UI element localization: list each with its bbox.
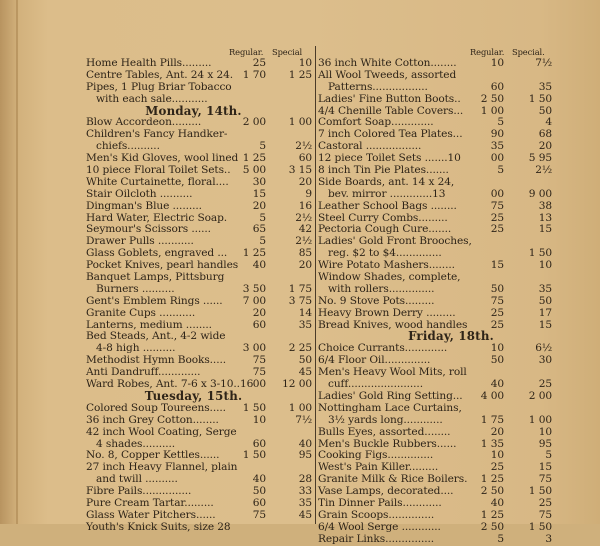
special-price: 13	[538, 211, 552, 224]
price-list-item	[86, 415, 313, 427]
special-price: 85	[298, 247, 312, 260]
price-list-item	[86, 308, 313, 320]
item-description: Vase Lamps, decorated....	[318, 485, 454, 498]
special-price: 3 15	[288, 164, 312, 177]
item-description: White Curtainette, floral....	[86, 175, 229, 188]
regular-price: 50	[252, 485, 266, 498]
regular-price: 1 25	[242, 247, 266, 260]
special-price: 14	[298, 306, 312, 319]
item-description: Grain Scoops..............	[318, 508, 435, 521]
item-description: 6/4 Floor Oil..............	[318, 354, 431, 367]
regular-price: 40	[252, 259, 266, 272]
item-description: No. 9 Stove Pots.........	[318, 294, 435, 307]
item-description: Granite Cups ...........	[86, 306, 196, 319]
item-description: Window Shades, complete,	[318, 271, 461, 284]
item-description: Bed Steads, Ant., 4-2 wide	[86, 330, 226, 343]
item-description: No. 8, Copper Kettles......	[86, 449, 220, 462]
regular-price: 00	[490, 187, 504, 200]
item-description: Methodist Hymn Books.....	[86, 354, 226, 367]
special-price: 68	[538, 128, 552, 141]
regular-price: 90	[490, 128, 504, 141]
item-description: Dingman's Blue .........	[86, 199, 202, 212]
price-list-item	[86, 427, 313, 439]
special-price: 35	[538, 80, 552, 93]
price-list-item	[318, 308, 554, 320]
special-price: 20	[298, 259, 312, 272]
item-description: Colored Soup Toureens.....	[86, 401, 226, 414]
special-price: 60	[298, 152, 312, 165]
item-description: 6/4 Wool Serge ............	[318, 520, 441, 533]
regular-price: 25	[252, 57, 266, 69]
price-list-item	[86, 82, 313, 94]
regular-price: 25	[490, 211, 504, 224]
regular-price: 2 50	[480, 92, 504, 105]
regular-price: 1 25	[480, 508, 504, 521]
special-price: 7½	[535, 57, 552, 69]
price-list-item	[86, 403, 313, 415]
special-price: 1 50	[528, 92, 552, 105]
item-description: 4-8 high ..........	[96, 342, 176, 355]
special-price-heading: Special.	[512, 47, 545, 57]
regular-price: 10	[252, 413, 266, 426]
item-description: Pure Cream Tartar.........	[86, 496, 214, 509]
special-price: 42	[298, 223, 312, 236]
regular-price: 10	[490, 449, 504, 462]
item-description: Ladies' Fine Button Boots..	[318, 92, 461, 105]
regular-price: 1 50	[242, 401, 266, 414]
item-description: Nottingham Lace Curtains,	[318, 401, 462, 414]
regular-price: 3 00	[242, 342, 266, 355]
price-list-item	[318, 201, 554, 213]
item-description: Granite Milk & Rice Boilers.	[318, 473, 468, 486]
regular-price: 40	[490, 496, 504, 509]
item-description: 3½ yards long............	[328, 413, 443, 426]
special-price: 10	[538, 259, 552, 272]
item-description: Comfort Soap.............	[318, 116, 434, 129]
item-description: Home Health Pills.........	[86, 57, 212, 69]
regular-price: 75	[252, 366, 266, 379]
regular-price: 25	[490, 306, 504, 319]
price-list-item	[318, 534, 554, 546]
regular-price: 60	[252, 437, 266, 450]
regular-price: 75	[252, 354, 266, 367]
item-description: 4 shades..........	[96, 437, 176, 450]
special-price: 9 00	[528, 187, 552, 200]
price-list-item	[86, 201, 313, 213]
price-list-item	[86, 510, 313, 522]
item-description: Castoral .................	[318, 140, 422, 153]
page-fold-crease	[16, 0, 18, 524]
item-description: Glass Water Pitchers......	[86, 508, 216, 521]
special-price: 2½	[535, 164, 552, 177]
item-description: Centre Tables, Ant. 24 x 24.	[86, 68, 234, 81]
item-description: Youth's Knick Suits, size 28	[86, 520, 231, 533]
regular-price: 60	[252, 496, 266, 509]
regular-price: 2 50	[480, 485, 504, 498]
item-description: Burners ..........	[96, 282, 175, 295]
item-description: Ward Robes, Ant. 7-6 x 3-10..16	[86, 378, 254, 391]
regular-price: 00	[490, 152, 504, 165]
regular-price: 1 25	[242, 152, 266, 165]
item-description: Banquet Lamps, Pittsburg	[86, 271, 225, 284]
regular-price: 5 00	[242, 164, 266, 177]
special-price: 30	[538, 354, 552, 367]
regular-price: 50	[490, 354, 504, 367]
price-list-item	[318, 177, 554, 189]
special-price: 35	[538, 282, 552, 295]
special-price: 2 00	[528, 389, 552, 402]
special-price: 15	[538, 318, 552, 331]
regular-price-heading: Regular.	[229, 47, 264, 57]
price-list-item	[86, 70, 313, 82]
special-price: 2½	[295, 140, 312, 153]
price-list-item	[86, 177, 313, 189]
regular-price: 40	[490, 378, 504, 391]
price-list-item	[86, 189, 313, 201]
special-price: 2½	[295, 235, 312, 248]
item-description: Bread Knives, wood handles	[318, 318, 468, 331]
item-description: bev. mirror .............13	[328, 187, 446, 200]
item-description: 12 piece Toilet Sets .......10	[318, 152, 461, 165]
regular-price: 25	[490, 318, 504, 331]
item-description: All Wool Tweeds, assorted	[318, 68, 457, 81]
item-description: Hard Water, Electric Soap.	[86, 211, 228, 224]
special-price: 35	[298, 496, 312, 509]
item-description: Seymour's Scissors ......	[86, 223, 211, 236]
item-description: Men's Heavy Wool Mits, roll	[318, 366, 467, 379]
special-price: 95	[538, 437, 552, 450]
regular-price: 1 00	[480, 104, 504, 117]
regular-price: 2 50	[480, 520, 504, 533]
special-price-heading: Special	[272, 47, 303, 57]
regular-price: 15	[252, 187, 266, 200]
regular-price: 5	[497, 116, 504, 129]
special-price: 75	[538, 508, 552, 521]
regular-price: 1 50	[242, 449, 266, 462]
special-price: 5 95	[528, 152, 552, 165]
special-price: 10	[298, 57, 312, 69]
price-list-item	[318, 94, 554, 106]
special-price: 12 00	[282, 378, 312, 391]
special-price: 50	[538, 294, 552, 307]
special-price: 1 00	[288, 116, 312, 129]
item-description: Repair Links...............	[318, 532, 435, 545]
item-description: Lanterns, medium ........	[86, 318, 212, 331]
regular-price: 20	[490, 425, 504, 438]
regular-price: 50	[490, 282, 504, 295]
price-list-item	[318, 427, 554, 439]
special-price: 1 75	[288, 282, 312, 295]
regular-price: 5	[259, 140, 266, 153]
item-description: chiefs..........	[96, 140, 160, 153]
regular-price: 75	[252, 508, 266, 521]
regular-price: 60	[252, 318, 266, 331]
special-price: 10	[538, 425, 552, 438]
item-description: Pocket Knives, pearl handles	[86, 259, 239, 272]
item-description: Bulls Eyes, assorted........	[318, 425, 451, 438]
special-price: 20	[538, 140, 552, 153]
regular-price: 1 25	[480, 473, 504, 486]
special-price: 50	[298, 354, 312, 367]
special-price: 95	[298, 449, 312, 462]
special-price: 40	[298, 437, 312, 450]
regular-price: 10	[490, 57, 504, 69]
special-price: 15	[538, 461, 552, 474]
price-list-item	[318, 510, 554, 522]
special-price: 25	[538, 378, 552, 391]
price-list-item	[318, 415, 554, 427]
item-description: Men's Kid Gloves, wool lined	[86, 152, 239, 165]
item-description: and twill ..........	[96, 473, 178, 486]
regular-price: 00	[252, 378, 266, 391]
special-price: 3	[545, 532, 552, 545]
right-column	[318, 46, 554, 546]
regular-price: 35	[490, 140, 504, 153]
special-price: 45	[298, 366, 312, 379]
item-description: 42 inch Wool Coating, Serge	[86, 425, 237, 438]
special-price: 7½	[295, 413, 312, 426]
item-description: Tin Dinner Pails............	[318, 496, 442, 509]
item-description: with each sale...........	[96, 92, 208, 105]
special-price: 5	[545, 449, 552, 462]
item-description: Glass Goblets, engraved ...	[86, 247, 228, 260]
item-description: cuff.......................	[328, 378, 423, 391]
regular-price: 25	[490, 461, 504, 474]
regular-price: 20	[252, 199, 266, 212]
regular-price: 20	[252, 306, 266, 319]
regular-price: 1 70	[242, 68, 266, 81]
special-price: 75	[538, 473, 552, 486]
special-price: 3 75	[288, 294, 312, 307]
regular-price: 4 00	[480, 389, 504, 402]
regular-price-heading: Regular.	[470, 47, 505, 57]
item-description: Cooking Figs..............	[318, 449, 434, 462]
day-heading: Friday, 18th.	[408, 329, 494, 344]
regular-price: 40	[252, 473, 266, 486]
regular-price: 5	[259, 235, 266, 248]
special-price: 50	[538, 104, 552, 117]
item-description: Side Boards, ant. 14 x 24,	[318, 175, 455, 188]
regular-price: 75	[490, 294, 504, 307]
regular-price: 15	[490, 259, 504, 272]
item-description: Pipes, 1 Plug Briar Tobacco	[86, 80, 232, 93]
regular-price: 5	[259, 211, 266, 224]
item-description: Heavy Brown Derry .........	[318, 306, 456, 319]
regular-price: 5	[497, 164, 504, 177]
special-price: 25	[538, 496, 552, 509]
regular-price: 65	[252, 223, 266, 236]
item-description: Men's Buckle Rubbers......	[318, 437, 457, 450]
special-price: 1 00	[288, 401, 312, 414]
item-description: Drawer Pulls ...........	[86, 235, 194, 248]
price-list-item	[318, 82, 554, 94]
regular-price: 7 00	[242, 294, 266, 307]
special-price: 1 25	[288, 68, 312, 81]
special-price: 2½	[295, 211, 312, 224]
regular-price: 5	[497, 532, 504, 545]
special-price: 35	[298, 318, 312, 331]
regular-price: 1 75	[480, 413, 504, 426]
special-price: 1 50	[528, 247, 552, 260]
item-description: Ladies' Gold Ring Setting...	[318, 389, 463, 402]
item-description: Children's Fancy Handker-	[86, 128, 228, 141]
item-description: Stair Oilcloth ..........	[86, 187, 193, 200]
price-list-item	[318, 70, 554, 82]
regular-price: 10	[490, 342, 504, 355]
regular-price: 75	[490, 199, 504, 212]
special-price: 9	[305, 187, 312, 200]
item-description: 10 piece Floral Toilet Sets..	[86, 164, 231, 177]
item-description: with rollers..............	[328, 282, 435, 295]
regular-price: 60	[490, 80, 504, 93]
special-price: 20	[298, 175, 312, 188]
item-description: Patterns.................	[328, 80, 428, 93]
special-price: 28	[298, 473, 312, 486]
column-divider-rule	[315, 46, 316, 524]
special-price: 1 00	[528, 413, 552, 426]
special-price: 4	[545, 116, 552, 129]
item-description: West's Pain Killer.........	[318, 461, 439, 474]
item-description: Blow Accordeon.........	[86, 116, 202, 129]
special-price: 17	[538, 306, 552, 319]
special-price: 6½	[535, 342, 552, 355]
day-heading: Tuesday, 15th.	[144, 388, 243, 403]
price-list-item	[318, 403, 554, 415]
special-price: 1 50	[528, 520, 552, 533]
item-description: 8 inch Tin Pie Plates.......	[318, 164, 449, 177]
item-description: 4/4 Chenille Table Covers...	[318, 104, 464, 117]
item-description: 36 inch Grey Cotton........	[86, 413, 219, 426]
regular-price: 30	[252, 175, 266, 188]
item-description: Anti Dandruff.............	[86, 366, 201, 379]
item-description: Steel Curry Combs.........	[318, 211, 448, 224]
item-description: 36 inch White Cotton........	[318, 57, 457, 69]
price-list-item	[86, 296, 313, 308]
special-price: 16	[298, 199, 312, 212]
item-description: Pectoria Cough Cure.......	[318, 223, 452, 236]
special-price: 15	[538, 223, 552, 236]
item-description: Choice Currants.............	[318, 342, 448, 355]
item-description: 27 inch Heavy Flannel, plain	[86, 461, 238, 474]
regular-price: 2 00	[242, 116, 266, 129]
price-list-item	[318, 296, 554, 308]
special-price: 33	[298, 485, 312, 498]
item-description: 7 inch Colored Tea Plates...	[318, 128, 463, 141]
item-description: Ladies' Gold Front Brooches,	[318, 235, 472, 248]
special-price: 45	[298, 508, 312, 521]
item-description: Leather School Bags ........	[318, 199, 457, 212]
regular-price: 3 50	[242, 282, 266, 295]
price-list-item	[318, 189, 554, 201]
day-heading: Monday, 14th.	[145, 103, 242, 118]
special-price: 1 50	[528, 485, 552, 498]
item-description: Wire Potato Mashers........	[318, 259, 455, 272]
item-description: reg. $2 to $4..............	[328, 247, 442, 260]
regular-price: 25	[490, 223, 504, 236]
item-description: Gent's Emblem Rings ......	[86, 294, 223, 307]
special-price: 2 25	[288, 342, 312, 355]
left-column	[86, 46, 313, 534]
item-description: Fibre Pails...............	[86, 485, 192, 498]
regular-price: 1 35	[480, 437, 504, 450]
special-price: 38	[538, 199, 552, 212]
